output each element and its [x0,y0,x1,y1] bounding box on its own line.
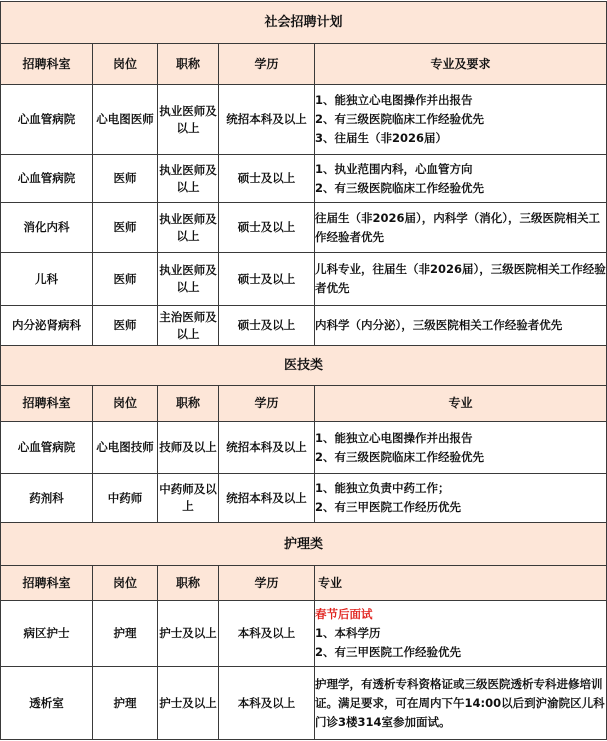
section-title-row [1,346,607,386]
cell-edu: 统招本科及以上 [219,474,315,523]
header-post: 岗位 [93,566,158,601]
cell-req [315,601,607,667]
cell-dept: 内分泌肾病科 [1,306,93,346]
req-line: 1、能独立心电图操作并出报告 [315,430,473,445]
req-line: 2、有三甲医院工作经验优先 [315,645,462,659]
cell-dept: 心血管病院 [1,85,93,155]
header-rank: 职称 [158,386,219,422]
header-major: 专业 [315,566,607,601]
cell-dept: 儿科 [1,253,93,306]
req-line: 1、能独立负责中药工作； [315,481,450,495]
req-line: 2、有三级医院临床工作经验优先 [315,449,484,464]
header-req: 专业及要求 [315,44,607,85]
cell-rank: 护士及以上 [158,667,219,740]
cell-dept: 消化内科 [1,203,93,253]
header-rank: 职称 [158,566,219,601]
req-line: 1、能独立心电图操作并出报告 [315,93,473,107]
header-row [1,44,607,85]
cell-edu: 本科及以上 [219,667,315,740]
recruitment-table [0,1,607,740]
cell-rank: 执业医师及以上 [158,85,219,155]
table-row [1,306,607,346]
cell-edu: 统招本科及以上 [219,422,315,474]
cell-req [315,155,607,203]
header-dept: 招聘科室 [1,386,93,422]
table-row [1,474,607,523]
section-title-row [1,523,607,566]
cell-edu: 硕士及以上 [219,253,315,306]
cell-post: 心电图技师 [93,422,158,474]
req-line: 1、执业范围内科，心血管方向 [315,161,473,176]
cell-post: 医师 [93,155,158,203]
header-row [1,566,607,601]
cell-rank: 执业医师及以上 [158,253,219,306]
cell-req [315,306,607,346]
table-row [1,667,607,740]
section-title-social: 社会招聘计划 [1,2,607,44]
cell-rank: 中药师及以上 [158,474,219,523]
cell-rank: 执业医师及以上 [158,203,219,253]
interview-note: 春节后面试 [315,607,373,621]
cell-edu: 硕士及以上 [219,306,315,346]
table-row [1,601,607,667]
cell-req [315,667,607,740]
header-edu: 学历 [219,44,315,85]
cell-req [315,203,607,253]
header-post: 岗位 [93,386,158,422]
req-line: 2、有三级医院临床工作经验优先 [315,180,484,195]
req-line: 1、本科学历 [315,626,381,640]
header-edu: 学历 [219,386,315,422]
cell-post: 医师 [93,253,158,306]
req-line: 2、有三甲医院工作经历优先 [315,500,462,514]
cell-rank: 主治医师及以上 [158,306,219,346]
header-dept: 招聘科室 [1,566,93,601]
req-line: 3、往届生（非2026届） [315,131,448,145]
req-line: 儿科专业，往届生（非2026届），三级医院相关工作经验者优先 [315,262,606,295]
cell-rank: 技师及以上 [158,422,219,474]
cell-edu: 硕士及以上 [219,203,315,253]
table-row [1,203,607,253]
cell-rank: 执业医师及以上 [158,155,219,203]
cell-edu: 硕士及以上 [219,155,315,203]
table-row [1,253,607,306]
cell-post: 心电图医师 [93,85,158,155]
cell-dept: 病区护士 [1,601,93,667]
table-row [1,85,607,155]
cell-dept: 透析室 [1,667,93,740]
req-line: 护理学，有透析专科资格证或三级医院透析专科进修培训证。满足要求，可在周内下午14:00以后到沪渝院区儿科门诊3楼314室参加面试。 [315,676,605,729]
cell-req [315,474,607,523]
header-edu: 学历 [219,566,315,601]
cell-edu: 统招本科及以上 [219,85,315,155]
header-rank: 职称 [158,44,219,85]
cell-req [315,85,607,155]
header-major: 专业 [315,386,607,422]
req-line: 2、有三级医院临床工作经验优先 [315,112,484,126]
cell-req [315,253,607,306]
table-row [1,422,607,474]
cell-dept: 心血管病院 [1,422,93,474]
cell-post: 医师 [93,203,158,253]
section-title-row [1,2,607,44]
cell-dept: 药剂科 [1,474,93,523]
header-row [1,386,607,422]
cell-req [315,422,607,474]
section-title-nursing: 护理类 [1,523,607,566]
header-dept: 招聘科室 [1,44,93,85]
cell-post: 护理 [93,601,158,667]
cell-dept: 心血管病院 [1,155,93,203]
req-line: 往届生（非2026届），内科学（消化），三级医院相关工作经验者优先 [315,210,601,244]
req-line: 内科学（内分泌），三级医院相关工作经验者优先 [315,318,563,332]
cell-edu: 本科及以上 [219,601,315,667]
table-row [1,155,607,203]
cell-rank: 护士及以上 [158,601,219,667]
cell-post: 中药师 [93,474,158,523]
section-title-medtech: 医技类 [1,346,607,386]
header-post: 岗位 [93,44,158,85]
cell-post: 护理 [93,667,158,740]
cell-post: 医师 [93,306,158,346]
